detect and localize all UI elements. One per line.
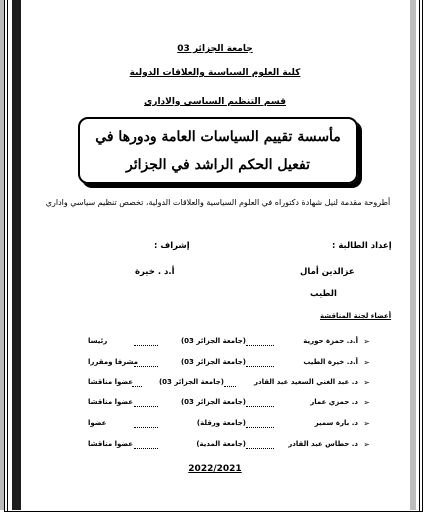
- jury-member-university: (جامعة الجزائر 03): [158, 378, 224, 386]
- jury-member-name: د. بارة سمير: [314, 419, 358, 427]
- bullet-arrow-icon: ➢: [363, 419, 370, 428]
- jury-member-role: عضوا مناقشا: [88, 378, 134, 386]
- academic-year: 2022/2021: [188, 464, 242, 474]
- dotted-leader: [224, 378, 236, 387]
- jury-member-role: عضوا مناقشا: [88, 440, 134, 448]
- student-label: إعداد الطالبة :: [332, 241, 392, 251]
- jury-member-university: (جامعة الجزائر 03): [180, 337, 246, 345]
- university-name: جامعة الجزائر 03: [177, 44, 253, 54]
- student-name: عزالدين أمال: [300, 267, 355, 277]
- jury-member-name: أ.د. خيرة الطيب: [303, 358, 358, 366]
- jury-row: [88, 358, 370, 370]
- decorative-right-bar: [410, 0, 416, 510]
- jury-member-role: عضوا مناقشا: [88, 398, 134, 406]
- supervisor-label: إشراف :: [154, 241, 190, 251]
- department-name: قسم التنظيم السياسي والاداري: [144, 97, 286, 107]
- dotted-leader: [134, 337, 158, 346]
- dotted-leader: [134, 398, 158, 407]
- jury-member-university: (جامعة الجزائر 03): [180, 398, 246, 406]
- bullet-arrow-icon: ➢: [363, 337, 370, 346]
- jury-row: [88, 419, 370, 431]
- dotted-leader: [246, 337, 274, 346]
- bullet-arrow-icon: ➢: [363, 358, 370, 367]
- bullet-arrow-icon: ➢: [363, 398, 370, 407]
- jury-member-university: (جامعة ورقلة): [196, 419, 246, 427]
- jury-row: [88, 398, 370, 410]
- jury-row: [88, 378, 370, 390]
- bullet-arrow-icon: ➢: [363, 440, 370, 449]
- dotted-leader: [246, 398, 274, 407]
- bullet-arrow-icon: ➢: [363, 378, 370, 387]
- jury-member-role: عضوا: [88, 419, 107, 427]
- jury-member-name: د. عبد الغني السعيد عبد القادر: [253, 378, 358, 386]
- dotted-leader: [134, 419, 158, 428]
- dotted-leader: [132, 378, 142, 387]
- jury-member-role: رئيسا: [88, 337, 108, 345]
- jury-row: [88, 337, 370, 349]
- dotted-leader: [134, 440, 158, 449]
- jury-member-name: د. حمزي عمار: [310, 398, 358, 406]
- dotted-leader: [246, 440, 274, 449]
- jury-member-name: د. حطاس عبد القادر: [288, 440, 358, 448]
- thesis-title: مأسسة تقييم السياسات العامة ودورها في تفعيل الحكم الراشد في الجزائر: [95, 128, 341, 173]
- thesis-title-box: [78, 117, 358, 184]
- jury-member-name: أ.د. حمزة حورية: [303, 337, 358, 345]
- jury-member-university: (جامعة المدية): [196, 440, 246, 448]
- student-name-line2: الطيب: [310, 289, 337, 299]
- faculty-name: كلية العلوم السياسية والعلاقات الدولية: [129, 68, 301, 78]
- dotted-leader: [246, 358, 274, 367]
- thesis-statement: أطروحة مقدمة لنيل شهادة دكتوراه في العلوم السياسية والعلاقات الدولية، تخصص تنظيم سياسي واداري: [45, 198, 391, 207]
- jury-title: أعضاء لجنة المناقشة: [320, 312, 392, 320]
- jury-row: [88, 440, 370, 452]
- dotted-leader: [246, 419, 274, 428]
- jury-member-university: (جامعة الجزائر 03): [180, 358, 246, 366]
- supervisor-name: أ.د . خيرة: [135, 267, 175, 277]
- jury-member-role: مشرفا ومقررا: [88, 358, 138, 366]
